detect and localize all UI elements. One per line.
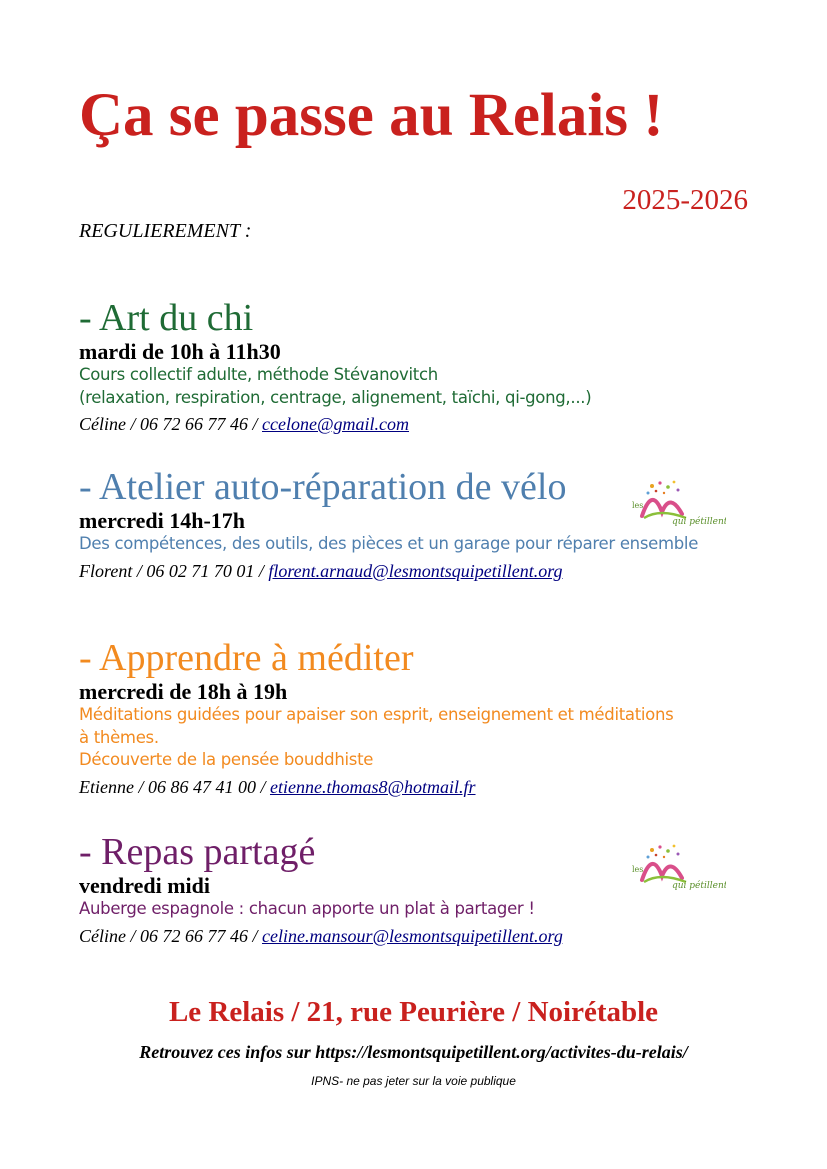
section-contact [79,411,759,437]
section-title: - Art du chi [79,297,254,339]
intro-heading: REGULIEREMENT : [79,220,252,242]
contact-email-link[interactable]: etienne.thomas8@hotmail.fr [269,776,476,797]
section-description-line: (relaxation, respiration, centrage, alignement, taïchi, qi-gong,...) [79,387,592,407]
school-year: 2025-2026 [622,184,748,216]
section-description-line: Cours collectif adulte, méthode Stévanovitch [79,365,438,384]
section-contact [79,923,759,949]
section-contact [79,558,759,584]
les-monts-qui-petillent-logo [630,478,726,530]
les-monts-qui-petillent-logo [630,842,726,894]
svg-text:les: les [632,501,644,510]
section-mediter [79,636,759,800]
contact-email-link[interactable]: florent.arnaud@lesmontsquipetillent.org [268,560,563,581]
svg-text:qui pétillent: qui pétillent [672,881,726,891]
contact-name-phone: Florent / 06 02 71 70 01 / [79,560,269,581]
section-title: - Atelier auto-réparation de vélo [79,466,567,508]
contact-name-phone: Céline / 06 72 66 77 46 / [79,925,262,946]
svg-text:qui pétillent: qui pétillent [672,517,726,527]
section-art-du-chi [79,296,759,437]
section-description-line: Des compétences, des outils, des pièces et un garage pour réparer ensemble [79,534,699,553]
section-title: - Repas partagé [79,831,316,873]
page-title: Ça se passe au Relais ! [79,82,664,149]
contact-name-phone: Etienne / 06 86 47 41 00 / [79,776,270,797]
contact-name-phone: Céline / 06 72 66 77 46 / [79,414,262,434]
svg-text:les: les [632,865,644,874]
venue-address: Le Relais / 21, rue Peurière / Noirétable [168,996,659,1028]
contact-email-link[interactable]: ccelone@gmail.com [262,414,410,434]
website-info: Retrouvez ces infos sur https://lesmontsquipetillent.org/activites-du-relais/ [139,1042,688,1062]
section-description-line: Auberge espagnole : chacun apporte un plat à partager ! [79,899,535,918]
contact-email-link[interactable]: celine.mansour@lesmontsquipetillent.org [262,925,563,946]
section-description-line: Méditations guidées pour apaiser son esprit, enseignement et méditations à thèmes. [79,705,674,747]
section-title: - Apprendre à méditer [79,637,414,679]
section-schedule: mercredi 14h-17h [79,508,245,533]
section-description-line: Découverte de la pensée bouddhiste [79,750,374,769]
section-schedule: mardi de 10h à 11h30 [79,339,281,364]
section-schedule: vendredi midi [79,873,211,898]
ipns-notice: IPNS- ne pas jeter sur la voie publique [311,1074,516,1088]
section-contact [79,774,759,800]
section-schedule: mercredi de 18h à 19h [79,679,288,704]
